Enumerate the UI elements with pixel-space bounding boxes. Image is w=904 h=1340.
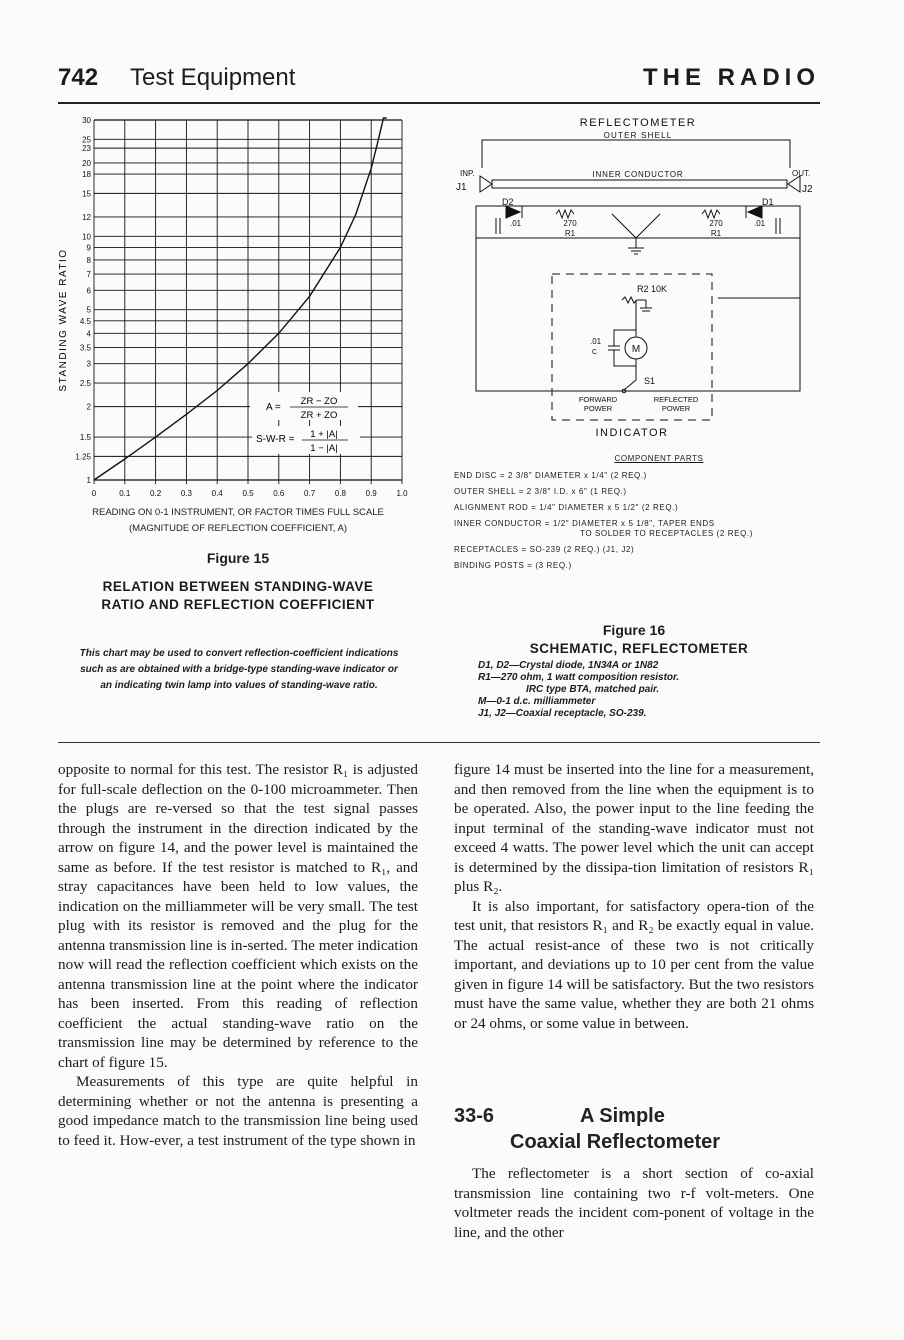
x-tick-label: 0.7: [304, 489, 316, 498]
component-parts: [454, 454, 824, 577]
chart-y-tick-labels: [75, 116, 91, 485]
component-parts-heading: COMPONENT PARTS: [614, 454, 704, 463]
x-tick-label: 0.1: [119, 489, 131, 498]
x-axis-label: READING ON 0-1 INSTRUMENT, OR FACTOR TIMES FULL SCALE: [92, 507, 384, 518]
y-tick-label: 12: [82, 212, 91, 222]
formula-a-lhs: A =: [266, 402, 281, 413]
formula-a-num: ZR − ZO: [300, 396, 338, 407]
right-paragraph-3: The reflectometer is a short section of co-axial transmission line containing two r-f volt-meters. One voltmeter reads the incident com-ponent of voltage in the line, and the other: [454, 1165, 814, 1241]
legend-resistor: R1—270 ohm, 1 watt composition resistor.: [478, 672, 680, 683]
reflected-power-label: POWER: [661, 404, 691, 413]
x-axis-label-2: (MAGNITUDE OF REFLECTION COEFFICIENT, A): [129, 523, 347, 534]
right-column-end: [454, 1164, 814, 1242]
cap-indicator: .01: [590, 337, 602, 346]
outer-shell-label: OUTER SHELL: [603, 131, 673, 140]
heading-number: 33-6: [454, 1105, 495, 1127]
d1-label: D1: [762, 197, 774, 207]
figure16-label: Figure 16: [602, 622, 666, 638]
schematic-title: REFLECTOMETER: [579, 117, 697, 129]
part-receptacles: RECEPTACLES = SO-239 (2 REQ.) (J1, J2): [454, 545, 635, 554]
y-tick-label: 3: [86, 359, 91, 369]
left-column: [58, 760, 418, 1150]
x-tick-label: 0.2: [150, 489, 162, 498]
part-binding-posts: BINDING POSTS = (3 REQ.): [454, 561, 572, 570]
figure16-legend: [478, 660, 808, 720]
x-tick-label: 0: [91, 489, 97, 498]
figure15-description: This chart may be used to convert reflection-coefficient indications such as are obtained with a bridge-type standing-wave indicator or an indicating twin lamp into values of standing-wave ratio.: [79, 648, 399, 691]
right-column: [454, 760, 814, 1033]
inner-conductor-label: INNER CONDUCTOR: [592, 170, 684, 179]
y-tick-label: 25: [82, 135, 91, 145]
cap-right: .01: [754, 219, 766, 228]
page-header: [58, 62, 820, 104]
r-value-left: 270: [563, 219, 577, 228]
cap-left: .01: [510, 219, 522, 228]
formula-s-lhs: S-W-R =: [256, 434, 295, 445]
y-tick-label: 6: [86, 286, 91, 296]
y-tick-label: 7: [86, 270, 91, 280]
x-tick-label: 0.8: [334, 489, 346, 498]
y-tick-label: 1.25: [75, 452, 91, 462]
formula-a-den: ZR + ZO: [300, 410, 338, 421]
y-tick-label: 8: [86, 255, 91, 265]
r2-label: R2 10K: [636, 284, 668, 294]
y-tick-label: 4: [86, 329, 91, 339]
y-tick-label: 1.5: [79, 433, 91, 443]
swr-curve: [94, 118, 387, 480]
chart-x-tick-labels: [92, 489, 408, 498]
figure15-title: RELATION BETWEEN STANDING-WAVE RATIO AND REFLECTION COEFFICIENT: [101, 579, 375, 612]
cap-c-indicator: C: [592, 349, 598, 356]
formula-swr: [252, 426, 360, 454]
formula-a: [250, 392, 358, 421]
y-tick-label: 9: [86, 243, 91, 253]
y-tick-label: 20: [82, 158, 91, 168]
j1-label: J1: [456, 182, 467, 193]
y-tick-label: 2: [86, 402, 91, 412]
right-paragraph-2: It is also important, for satisfactory opera-tion of the test unit, that resistors R₁ and R₂ be exactly equal in value. The actual resist-ance of these two is not critically important, and deviations up to 10 per cent from the value given in figure 14 will be satisfactory. But the two resistors must have the same value, whether they are both 21 ohms or 24 ohms, or some value in between.: [454, 897, 814, 1032]
part-inner-conductor-2: TO SOLDER TO RECEPTACLES (2 REQ.): [580, 529, 754, 538]
legend-receptacle: J1, J2—Coaxial receptacle, SO-239.: [478, 708, 647, 719]
x-tick-label: 0.5: [242, 489, 254, 498]
left-paragraph-2: Measurements of this type are quite helpful in determining whether or not the antenna is presenting a good impedance match to the transmission line being used to feed it. How-ever, a test instrument of the type shown in: [58, 1073, 418, 1149]
x-tick-label: 0.3: [180, 489, 192, 498]
swr-chart: [54, 112, 424, 504]
s1-label: S1: [644, 376, 656, 386]
inp-label: INP.: [460, 169, 475, 178]
figure16-title: SCHEMATIC, REFLECTOMETER: [529, 641, 749, 656]
j2-label: J2: [802, 184, 813, 195]
y-tick-label: 15: [82, 189, 91, 199]
x-tick-label: 0.9: [365, 489, 377, 498]
y-tick-label: 5: [86, 305, 91, 315]
forward-power-label: POWER: [583, 404, 613, 413]
left-paragraph-1: opposite to normal for this test. The resistor R₁ is adjusted for full-scale deflection on the 0-100 microammeter. Then the plugs are re-versed so that the test signal passes through the instrument in the direction indicated by the arrow on figure 14, and the power level is maintained the same as before. If the test resistor is matched to R₁, and stray capacitances have been held to low values, the indication on the milliammeter will be very small. The test plug with its resistor is removed and the plug for the antenna transmission line is in-serted. The meter indication now will read the reflection coefficient which exists on the antenna transmission line at the point where the indicator has been inserted. From this reading of reflection coefficient the actual standing-wave ratio on the transmission line may be determined by reference to the chart of figure 15.: [58, 761, 418, 1071]
indicator-label: INDICATOR: [595, 427, 669, 439]
part-outer-shell: OUTER SHELL = 2 3/8" I.D. x 6" (1 REQ.): [454, 487, 627, 496]
x-tick-label: 0.6: [273, 489, 285, 498]
reflectometer-schematic: [440, 110, 830, 450]
reflected-label: REFLECTED: [653, 395, 699, 404]
part-alignment-rod: ALIGNMENT ROD = 1/4" DIAMETER x 5 1/2" (2 REQ.): [454, 503, 679, 512]
book-title: THE RADIO: [643, 64, 820, 91]
legend-resistor-type: IRC type BTA, matched pair.: [526, 684, 660, 695]
right-paragraph-1: figure 14 must be inserted into the line for a measurement, and then removed from the line when the equipment is to be operated. Also, the power input to the line feeding the input terminal of the standing-wave indicator must not exceed 4 watts. The power level which the unit can accept is determined by the dissipa-tion limitation of resistors R₁ plus R₂.: [454, 761, 814, 895]
d2-label: D2: [502, 197, 514, 207]
x-tick-label: 0.4: [211, 489, 223, 498]
x-tick-label: 1.0: [396, 489, 408, 498]
y-tick-label: 4.5: [79, 316, 91, 326]
legend-meter: M—0-1 d.c. milliammeter: [478, 696, 596, 707]
section-title: Test Equipment: [130, 64, 296, 91]
r-value-right: 270: [709, 219, 723, 228]
r1-label-right: R1: [710, 229, 722, 238]
formula-s-den: 1 − |A|: [310, 443, 338, 454]
heading-line-2: Coaxial Reflectometer: [510, 1131, 721, 1153]
out-label: OUT.: [792, 169, 811, 178]
y-tick-label: 1: [86, 476, 91, 485]
y-tick-label: 18: [82, 170, 91, 180]
figure15-label: Figure 15: [206, 550, 270, 566]
y-tick-label: 3.5: [79, 343, 91, 353]
y-tick-label: 23: [82, 144, 91, 154]
forward-label: FORWARD: [578, 395, 618, 404]
r1-label-left: R1: [564, 229, 576, 238]
y-tick-label: 2.5: [79, 379, 91, 389]
legend-diodes: D1, D2—Crystal diode, 1N34A or 1N82: [478, 660, 659, 671]
page-number: 742: [58, 64, 99, 91]
meter-label: M: [631, 344, 641, 355]
y-tick-label: 10: [82, 232, 91, 242]
formula-s-num: 1 + |A|: [310, 429, 338, 440]
part-inner-conductor: INNER CONDUCTOR = 1/2" DIAMETER x 5 1/8", TAPER ENDS: [454, 519, 715, 528]
y-axis-label: STANDING WAVE RATIO: [58, 248, 69, 392]
y-tick-label: 30: [82, 116, 91, 125]
part-end-disc: END DISC = 2 3/8" DIAMETER x 1/4" (2 REQ.): [454, 471, 647, 480]
heading-line-1: A Simple: [580, 1105, 665, 1127]
figure-divider: [58, 742, 820, 743]
